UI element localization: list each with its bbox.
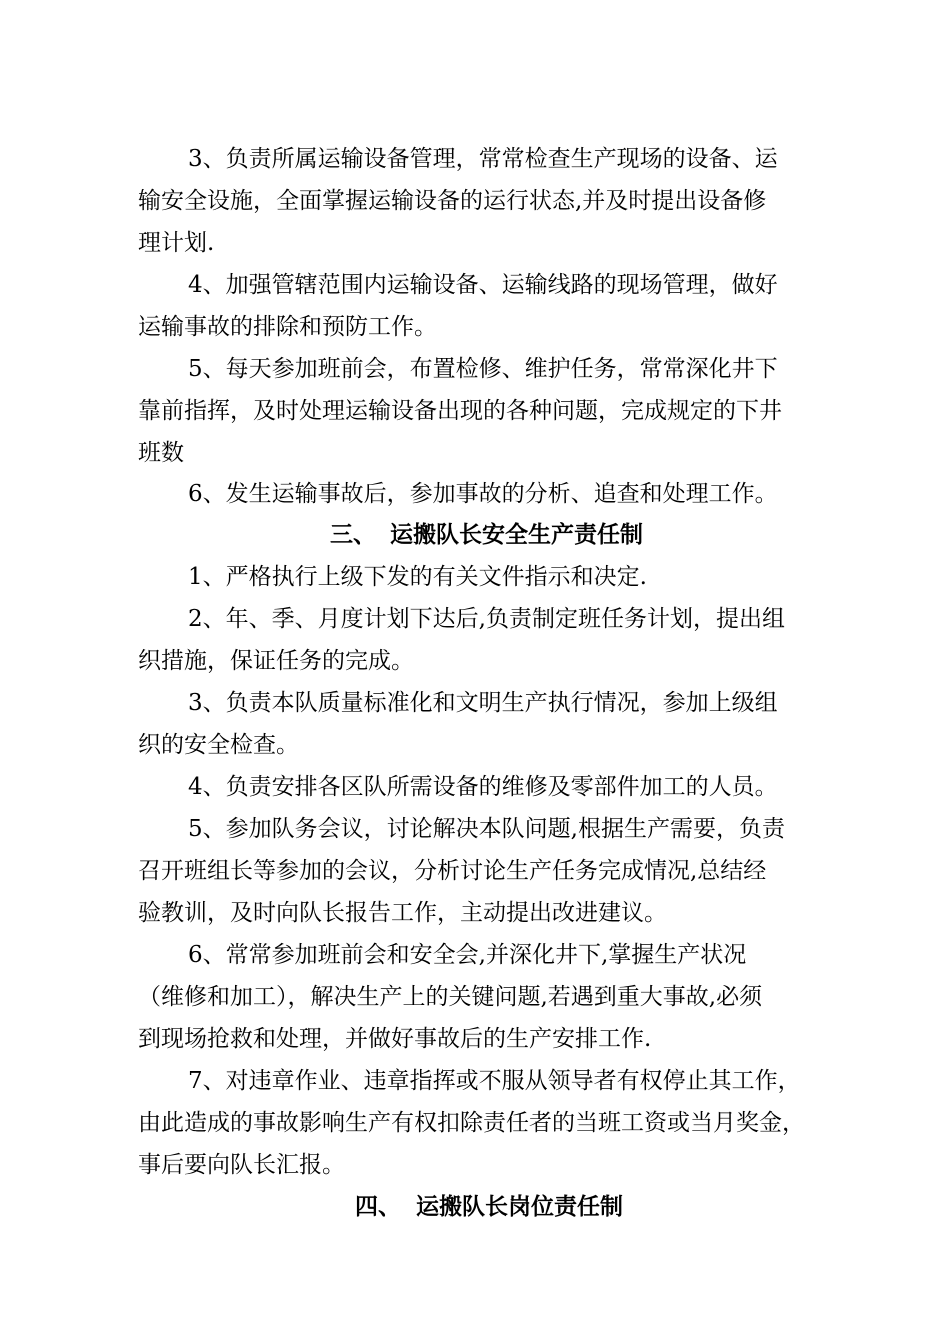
s3-item-3-line-1: 3、负责本队质量标准化和文明生产执行情况，参加上级组: [188, 690, 778, 716]
s3-item-7-line-1: 7、对违章作业、违章指挥或不服从领导者有权停止其工作，: [188, 1068, 801, 1094]
item-5-line-2: 靠前指挥，及时处理运输设备出现的各种问题，完成规定的下井: [138, 398, 782, 424]
s3-item-2-line-2: 织措施，保证任务的完成。: [138, 648, 414, 674]
item-3-line-1: 3、负责所属运输设备管理，常常检查生产现场的设备、运: [188, 146, 778, 172]
s3-item-5-line-1: 5、参加队务会议，讨论解决本队问题,根据生产需要，负责: [188, 816, 785, 842]
s3-item-6-line-1: 6、常常参加班前会和安全会,并深化井下,掌握生产状况: [188, 942, 747, 968]
item-4-line-2: 运输事故的排除和预防工作。: [138, 314, 437, 340]
s3-item-5-line-2: 召开班组长等参加的会议，分析讨论生产任务完成情况,总结经: [138, 858, 767, 884]
section-three-number: 三、: [330, 522, 376, 548]
item-4-line-1: 4、加强管辖范围内运输设备、运输线路的现场管理，做好: [188, 272, 778, 298]
item-3-line-3: 理计划.: [138, 230, 215, 256]
s3-item-2-line-1: 2、年、季、月度计划下达后,负责制定班任务计划，提出组: [188, 606, 785, 632]
s3-item-6-line-2: （维修和加工），解决生产上的关键问题,若遇到重大事故,必须: [138, 984, 763, 1010]
s3-item-1-line-1: 1、严格执行上级下发的有关文件指示和决定.: [188, 564, 647, 590]
section-four-number: 四、: [355, 1194, 401, 1220]
item-3-line-2: 输安全设施，全面掌握运输设备的运行状态,并及时提出设备修: [138, 188, 767, 214]
section-four-title: 运搬队长岗位责任制: [416, 1194, 623, 1220]
s3-item-3-line-2: 织的安全检查。: [138, 732, 299, 758]
s3-item-7-line-2: 由此造成的事故影响生产有权扣除责任者的当班工资或当月奖金，: [138, 1110, 805, 1136]
s3-item-5-line-3: 验教训，及时向队长报告工作，主动提出改进建议。: [138, 900, 667, 926]
s3-item-4-line-1: 4、负责安排各区队所需设备的维修及零部件加工的人员。: [188, 774, 778, 800]
item-5-line-1: 5、每天参加班前会，布置检修、维护任务，常常深化井下: [188, 356, 778, 382]
s3-item-7-line-3: 事后要向队长汇报。: [138, 1152, 345, 1178]
item-5-line-3: 班数: [138, 440, 184, 466]
item-6-line-1: 6、发生运输事故后，参加事故的分析、追查和处理工作。: [188, 481, 778, 507]
s3-item-6-line-3: 到现场抢救和处理，并做好事故后的生产安排工作.: [138, 1026, 652, 1052]
section-three-title: 运搬队长安全生产责任制: [390, 522, 643, 548]
